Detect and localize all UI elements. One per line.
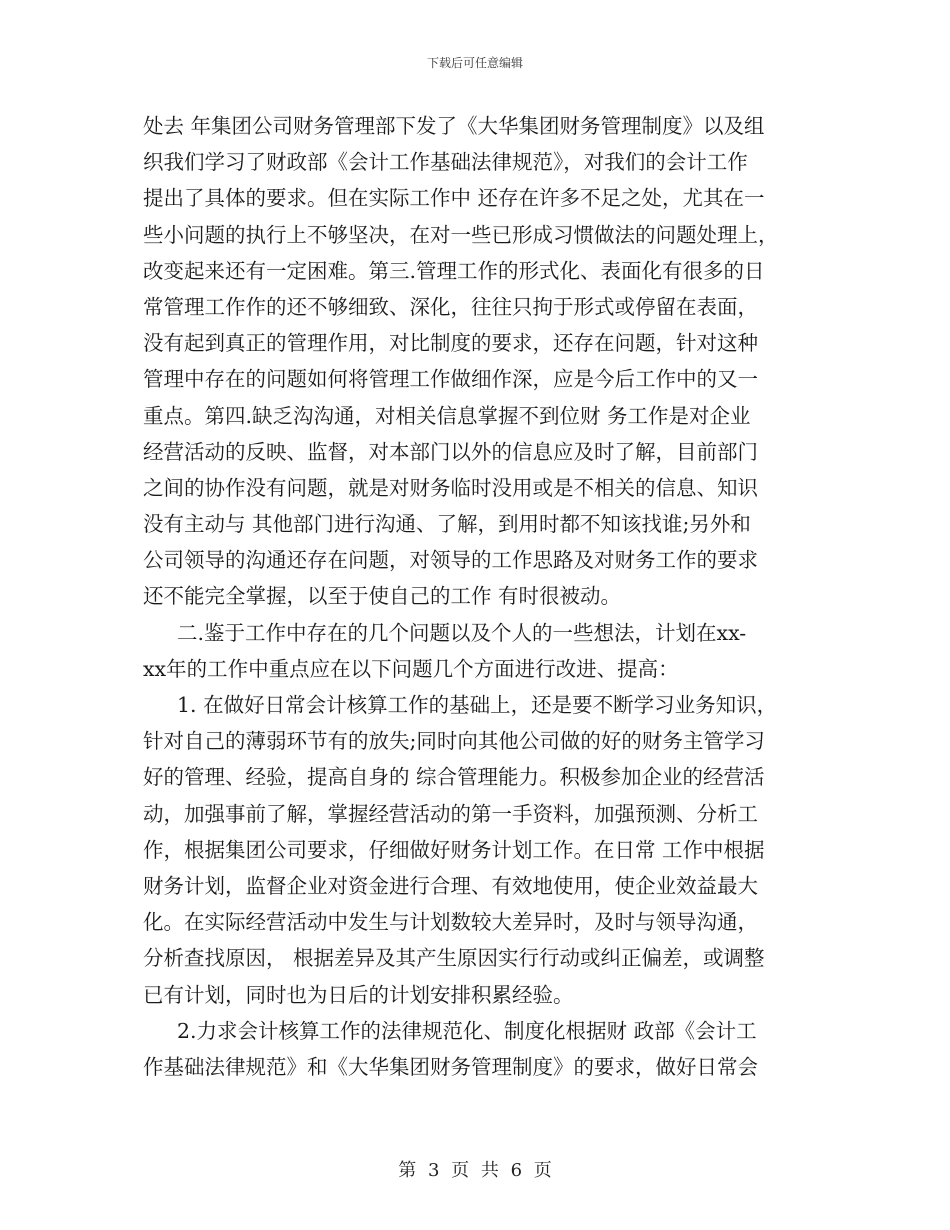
text-line: 常管理工作作的还不够细致、深化，往往只拘于形式或停留在表面， <box>143 294 758 319</box>
text-line: 作，根据集团公司要求，仔细做好财务计划工作。在日常 工作中根据 <box>143 837 765 862</box>
text-line: 经营活动的反映、监督，对本部门以外的信息应及时了解，目前部门 <box>143 439 758 464</box>
page-number: 第 3 页 共 6 页 <box>398 1160 552 1181</box>
text-line: 没有主动与 其他部门进行沟通、了解，到用时都不知该找谁;另外和 <box>143 512 751 537</box>
text-line: 针对自己的薄弱环节有的放失;同时向其他公司做的好的财务主管学习 <box>143 729 765 754</box>
text-line: 管理中存在的问题如何将管理工作做细作深，应是今后工作中的又一 <box>143 367 758 392</box>
text-line: 提出了具体的要求。但在实际工作中 还存在许多不足之处，尤其在一 <box>143 186 765 211</box>
text-line: 作基础法律规范》和《大华集团财务管理制度》的要求，做好日常会 <box>143 1054 758 1079</box>
text-line: 财务计划，监督企业对资金进行合理、有效地使用，使企业效益最大 <box>143 873 758 898</box>
text-line: 二.鉴于工作中存在的几个问题以及个人的一些想法，计划在xx- <box>177 620 747 645</box>
text-line: 重点。第四.缺乏沟沟通，对相关信息掌握不到位财 务工作是对企业 <box>143 403 751 428</box>
text-line: xx年的工作中重点应在以下问题几个方面进行改进、提高： <box>143 656 679 681</box>
page-header: 下载后可任意编辑 <box>426 56 523 70</box>
text-line: 好的管理、经验，提高自身的 综合管理能力。积极参加企业的经营活 <box>143 765 765 790</box>
text-line: 之间的协作没有问题，就是对财务临时没用或是不相关的信息、知识 <box>143 475 758 500</box>
text-line: 动，加强事前了解，掌握经营活动的第一手资料，加强预测、分析工 <box>143 801 758 826</box>
text-line: 还不能完全掌握，以至于使自己的工作 有时很被动。 <box>143 584 622 609</box>
text-line: 1. 在做好日常会计核算工作的基础上，还是要不断学习业务知识， <box>177 693 778 717</box>
text-line: 分析查找原因， 根据差异及其产生原因实行行动或纠正偏差，或调整 <box>143 946 765 971</box>
text-line: 织我们学习了财政部《会计工作基础法律规范》，对我们的会计工作 <box>143 150 748 175</box>
text-line: 改变起来还有一定困难。第三.管理工作的形式化、表面化有很多的日 <box>143 258 765 283</box>
text-line: 已有计划，同时也为日后的计划安排积累经验。 <box>143 982 574 1007</box>
text-line: 些小问题的执行上不够坚决，在对一些已形成习惯做法的问题处理上， <box>143 222 779 247</box>
text-line: 公司领导的沟通还存在问题，对领导的工作思路及对财务工作的要求 <box>143 548 758 573</box>
text-line: 没有起到真正的管理作用，对比制度的要求，还存在问题，针对这种 <box>143 331 758 356</box>
text-line: 处去 年集团公司财务管理部下发了《大华集团财务管理制度》以及组 <box>143 114 765 138</box>
document-body <box>143 108 813 1085</box>
text-line: 化。在实际经营活动中发生与计划数较大差异时，及时与领导沟通， <box>143 910 758 935</box>
text-line: 2.力求会计核算工作的法律规范化、制度化根据财 政部《会计工 <box>177 1018 757 1043</box>
